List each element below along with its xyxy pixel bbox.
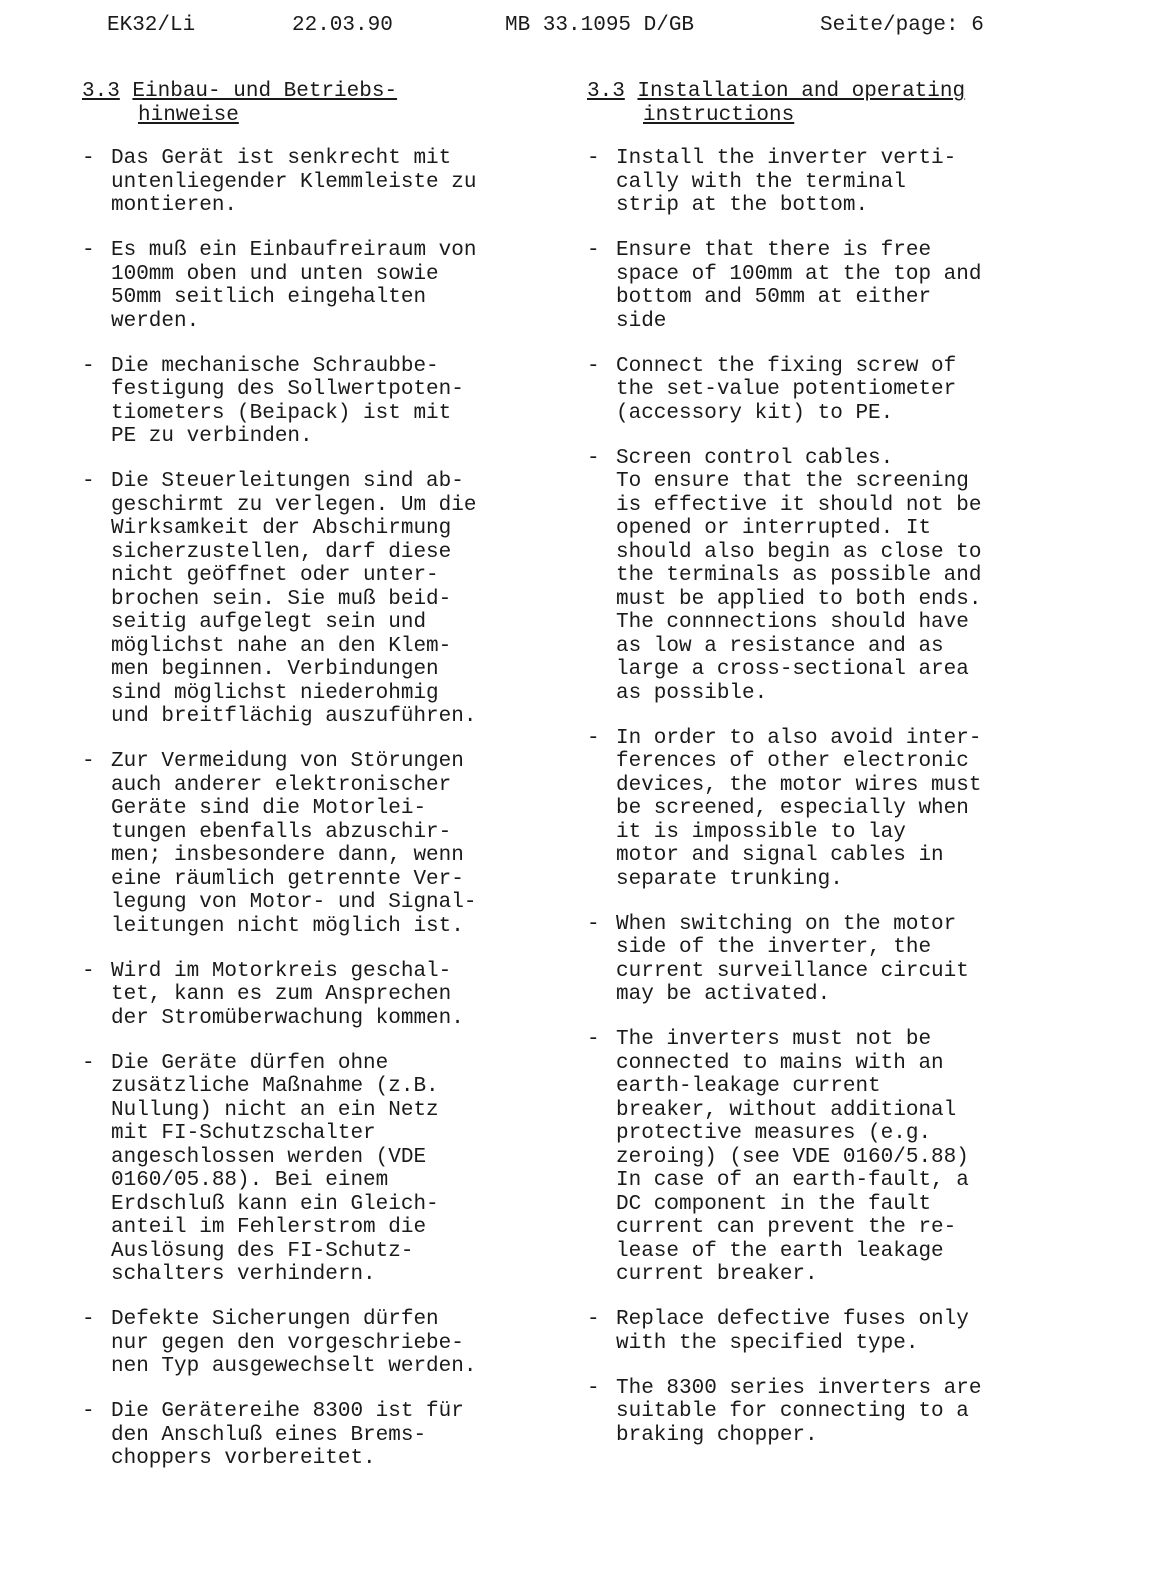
- bullet-dash: -: [82, 959, 95, 983]
- list-item: [82, 750, 542, 938]
- german-instruction-6: Wird im Motorkreis geschal- tet, kann es zum Ansprechen der Stromüberwachung kommen.: [111, 959, 464, 1030]
- bullet-dash: -: [82, 147, 95, 170]
- list-item: [587, 1028, 1057, 1287]
- german-instruction-8: Defekte Sicherungen dürfen nur gegen den vorgeschriebe- nen Typ ausgewechselt werden.: [111, 1308, 477, 1378]
- english-instruction-9: The 8300 series inverters are suitable for connecting to a braking chopper.: [616, 1376, 982, 1447]
- document-reference: EK32/Li: [107, 14, 196, 37]
- german-instruction-4: Die Steuerleitungen sind ab- geschirmt zu verlegen. Um die Wirksamkeit der Abschirmung sicherzustellen, darf diese nicht geöffnet oder unter- brochen sein. Sie muß beid- seitig aufgelegt sein und möglichst nahe an den Klem- men beginnen. Verbindungen sind möglichst niederohmig und breitflächig auszuführen.: [111, 470, 477, 728]
- list-item: [587, 727, 1057, 892]
- page-header: [0, 14, 1168, 44]
- bullet-dash: -: [587, 239, 600, 262]
- list-item: [587, 147, 1057, 218]
- bullet-dash: -: [587, 354, 600, 378]
- german-section-number: 3.3: [82, 80, 120, 103]
- list-item: [587, 355, 1057, 426]
- document-number: MB 33.1095 D/GB: [505, 14, 695, 37]
- english-instruction-5: In order to also avoid inter- ferences of other electronic devices, the motor wires must be screened, especially when it is impossible to lay motor and signal cables in separate trunking.: [616, 726, 982, 891]
- german-instruction-9: Die Gerätereihe 8300 ist für den Anschluß eines Brems- choppers vorbereitet.: [111, 1400, 464, 1470]
- bullet-dash: -: [587, 446, 600, 470]
- german-instruction-3: Die mechanische Schraubbe- festigung des Sollwertpoten- tiometers (Beipack) ist mit PE zu verbinden.: [111, 354, 464, 448]
- english-heading-line2: instructions: [643, 103, 795, 127]
- english-heading-line1: Installation and operating: [637, 80, 966, 103]
- page-number: Seite/page: 6: [820, 14, 984, 37]
- german-instruction-2: Es muß ein Einbaufreiraum von 100mm oben und unten sowie 50mm seitlich eingehalten werden.: [111, 239, 477, 333]
- document-date: 22.03.90: [292, 14, 393, 37]
- bullet-dash: -: [587, 726, 600, 750]
- bullet-dash: -: [587, 1028, 600, 1051]
- english-instruction-6: When switching on the motor side of the inverter, the current surveillance circuit may be activated.: [616, 912, 969, 1006]
- german-section-heading: [82, 80, 542, 127]
- german-instruction-5: Zur Vermeidung von Störungen auch anderer elektronischer Geräte sind die Motorlei- tungen ebenfalls abzuschir- men; insbesondere dann, wenn eine räumlich getrennte Ver- legung von Motor- und Signal- leitungen nicht möglich ist.: [111, 750, 477, 938]
- english-instruction-4: Screen control cables. To ensure that the screening is effective it should not be opened or interrupted. It should also begin as close to the terminals as possible and must be applied to both ends. The connnections should have as low a resistance and as large a cross-sectional area as possible.: [616, 446, 982, 705]
- english-instruction-2: Ensure that there is free space of 100mm at the top and bottom and 50mm at either side: [616, 239, 982, 333]
- bullet-dash: -: [587, 147, 600, 170]
- list-item: [82, 1400, 542, 1471]
- bullet-dash: -: [587, 1308, 600, 1331]
- list-item: [587, 447, 1057, 706]
- german-heading-line2: hinweise: [138, 103, 239, 127]
- list-item: [82, 960, 542, 1031]
- bullet-dash: -: [82, 750, 95, 773]
- english-column: [587, 80, 1057, 1469]
- german-heading-line1: Einbau- und Betriebs-: [132, 80, 398, 103]
- english-instruction-list: [587, 147, 1057, 1447]
- german-instruction-7: Die Geräte dürfen ohne zusätzliche Maßnahme (z.B. Nullung) nicht an ein Netz mit FI-Schutzschalter angeschlossen werden (VDE 0160/05.88). Bei einem Erdschluß kann ein Gleich- anteil im Fehlerstrom die Auslösung des FI-Schutz- schalters verhindern.: [111, 1051, 439, 1286]
- german-column: [82, 80, 542, 1492]
- english-instruction-8: Replace defective fuses only with the specified type.: [616, 1308, 969, 1355]
- bullet-dash: -: [587, 912, 600, 936]
- bullet-dash: -: [82, 354, 95, 378]
- english-section-number: 3.3: [587, 80, 625, 103]
- list-item: [82, 147, 542, 218]
- bullet-dash: -: [82, 1308, 95, 1331]
- bullet-dash: -: [82, 1400, 95, 1423]
- list-item: [82, 1052, 542, 1287]
- list-item: [587, 239, 1057, 333]
- german-instruction-list: [82, 147, 542, 1471]
- bullet-dash: -: [82, 239, 95, 262]
- bullet-dash: -: [82, 470, 95, 493]
- bullet-dash: -: [82, 1051, 95, 1075]
- english-instruction-1: Install the inverter verti- cally with the terminal strip at the bottom.: [616, 147, 957, 217]
- english-instruction-7: The inverters must not be connected to mains with an earth-leakage current breaker, without additional protective measures (e.g. zeroing) (see VDE 0160/5.88) In case of an earth-fault, a DC component in the fault current can prevent the re- lease of the earth leakage current breaker.: [616, 1028, 969, 1286]
- list-item: [587, 1308, 1057, 1355]
- bullet-dash: -: [587, 1376, 600, 1400]
- list-item: [587, 1377, 1057, 1448]
- english-instruction-3: Connect the fixing screw of the set-value potentiometer (accessory kit) to PE.: [616, 354, 957, 425]
- list-item: [587, 913, 1057, 1007]
- list-item: [82, 355, 542, 449]
- list-item: [82, 239, 542, 333]
- german-instruction-1: Das Gerät ist senkrecht mit untenliegender Klemmleiste zu montieren.: [111, 147, 477, 217]
- english-section-heading: [587, 80, 1057, 127]
- list-item: [82, 1308, 542, 1379]
- list-item: [82, 470, 542, 729]
